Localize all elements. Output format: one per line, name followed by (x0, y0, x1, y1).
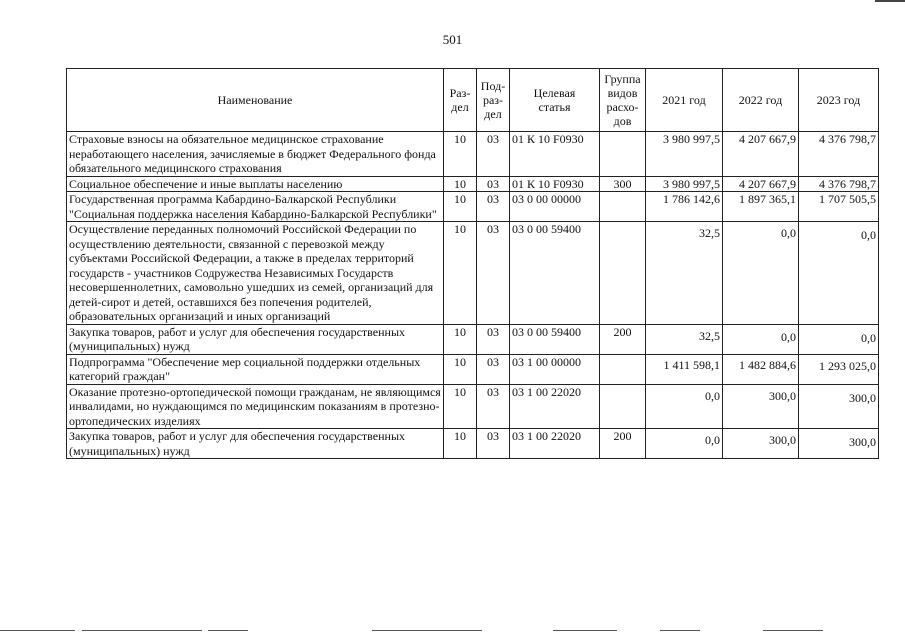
row-subsection: 03 (477, 354, 510, 384)
row-2021: 1 411 598,1 (646, 354, 723, 384)
row-section: 10 (444, 384, 477, 429)
row-name: Осуществление переданных полномочий Российской Федерации по осуществлению деятельности, связанной с перевозкой между субъектами Российской Федерации, а также в пределах территорий государств - участников Содружества Независимых Государств несовершеннолетних, самовольно ушедших из семей, организаций для детей-сирот и детей, оставшихся без попечения родителей, образовательных организаций и иных организаций (67, 222, 444, 325)
row-name: Подпрограмма "Обеспечение мер социальной поддержки отдельных категорий граждан" (67, 354, 444, 384)
row-subsection: 03 (477, 222, 510, 325)
header-group: Группа видов расхо- дов (600, 69, 646, 132)
row-group (600, 192, 646, 222)
row-target: 03 1 00 22020 (510, 429, 600, 459)
row-section: 10 (444, 132, 477, 177)
row-group (600, 384, 646, 429)
row-2023: 300,0 (799, 384, 879, 429)
row-section: 10 (444, 354, 477, 384)
row-section: 10 (444, 324, 477, 354)
table-row (67, 176, 879, 192)
row-subsection: 03 (477, 429, 510, 459)
row-target: 03 0 00 00000 (510, 192, 600, 222)
row-section: 10 (444, 222, 477, 325)
row-2021: 3 980 997,5 (646, 176, 723, 192)
table-row (67, 132, 879, 177)
row-2023: 4 376 798,7 (799, 176, 879, 192)
row-section: 10 (444, 176, 477, 192)
row-2021: 32,5 (646, 324, 723, 354)
row-2023: 1 707 505,5 (799, 192, 879, 222)
header-subsection: Под- раз- дел (477, 69, 510, 132)
row-name: Страховые взносы на обязательное медицинское страхование неработающего населения, зачисляемые в бюджет Федерального фонда обязательного медицинского страхования (67, 132, 444, 177)
row-name: Оказание протезно-ортопедической помощи гражданам, не являющимся инвалидами, но нуждающимся по медицинским показаниям в протезно-ортопедических изделиях (67, 384, 444, 429)
table-row (67, 192, 879, 222)
row-subsection: 03 (477, 324, 510, 354)
row-target: 03 1 00 00000 (510, 354, 600, 384)
row-2021: 0,0 (646, 429, 723, 459)
row-2023: 300,0 (799, 429, 879, 459)
row-target: 01 К 10 F0930 (510, 176, 600, 192)
row-name: Закупка товаров, работ и услуг для обеспечения государственных (муниципальных) нужд (67, 429, 444, 459)
page-number: 501 (442, 32, 463, 47)
row-group: 200 (600, 324, 646, 354)
row-target: 03 1 00 22020 (510, 384, 600, 429)
row-target: 03 0 00 59400 (510, 324, 600, 354)
row-name: Закупка товаров, работ и услуг для обеспечения государственных (муниципальных) нужд (67, 324, 444, 354)
header-2021: 2021 год (646, 69, 723, 132)
header-name: Наименование (67, 69, 444, 132)
row-2021: 3 980 997,5 (646, 132, 723, 177)
row-2022: 300,0 (723, 429, 799, 459)
row-2022: 1 482 884,6 (723, 354, 799, 384)
row-subsection: 03 (477, 176, 510, 192)
row-group (600, 222, 646, 325)
row-group: 300 (600, 176, 646, 192)
row-2023: 1 293 025,0 (799, 354, 879, 384)
budget-table (66, 68, 879, 459)
row-2021: 32,5 (646, 222, 723, 325)
row-section: 10 (444, 192, 477, 222)
page-bottom-edge (0, 630, 905, 640)
header-2022: 2022 год (723, 69, 799, 132)
table-row (67, 324, 879, 354)
row-name: Государственная программа Кабардино-Балкарской Республики "Социальная поддержка населения Кабардино-Балкарской Республики" (67, 192, 444, 222)
row-2022: 4 207 667,9 (723, 176, 799, 192)
row-subsection: 03 (477, 132, 510, 177)
row-2023: 0,0 (799, 324, 879, 354)
row-2021: 0,0 (646, 384, 723, 429)
table-row (67, 222, 879, 325)
row-2023: 0,0 (799, 222, 879, 325)
row-2022: 300,0 (723, 384, 799, 429)
row-group (600, 354, 646, 384)
row-2021: 1 786 142,6 (646, 192, 723, 222)
row-group: 200 (600, 429, 646, 459)
row-subsection: 03 (477, 384, 510, 429)
top-edge-mark (875, 0, 905, 2)
table-header-row (67, 69, 879, 132)
row-group (600, 132, 646, 177)
header-section: Раз- дел (444, 69, 477, 132)
row-2022: 4 207 667,9 (723, 132, 799, 177)
header-target: Целевая статья (510, 69, 600, 132)
row-2022: 1 897 365,1 (723, 192, 799, 222)
table-row (67, 384, 879, 429)
row-2023: 4 376 798,7 (799, 132, 879, 177)
row-target: 01 К 10 F0930 (510, 132, 600, 177)
row-section: 10 (444, 429, 477, 459)
row-2022: 0,0 (723, 324, 799, 354)
table-row (67, 429, 879, 459)
row-subsection: 03 (477, 192, 510, 222)
table-row (67, 354, 879, 384)
header-2023: 2023 год (799, 69, 879, 132)
row-2022: 0,0 (723, 222, 799, 325)
row-name: Социальное обеспечение и иные выплаты населению (67, 176, 444, 192)
row-target: 03 0 00 59400 (510, 222, 600, 325)
